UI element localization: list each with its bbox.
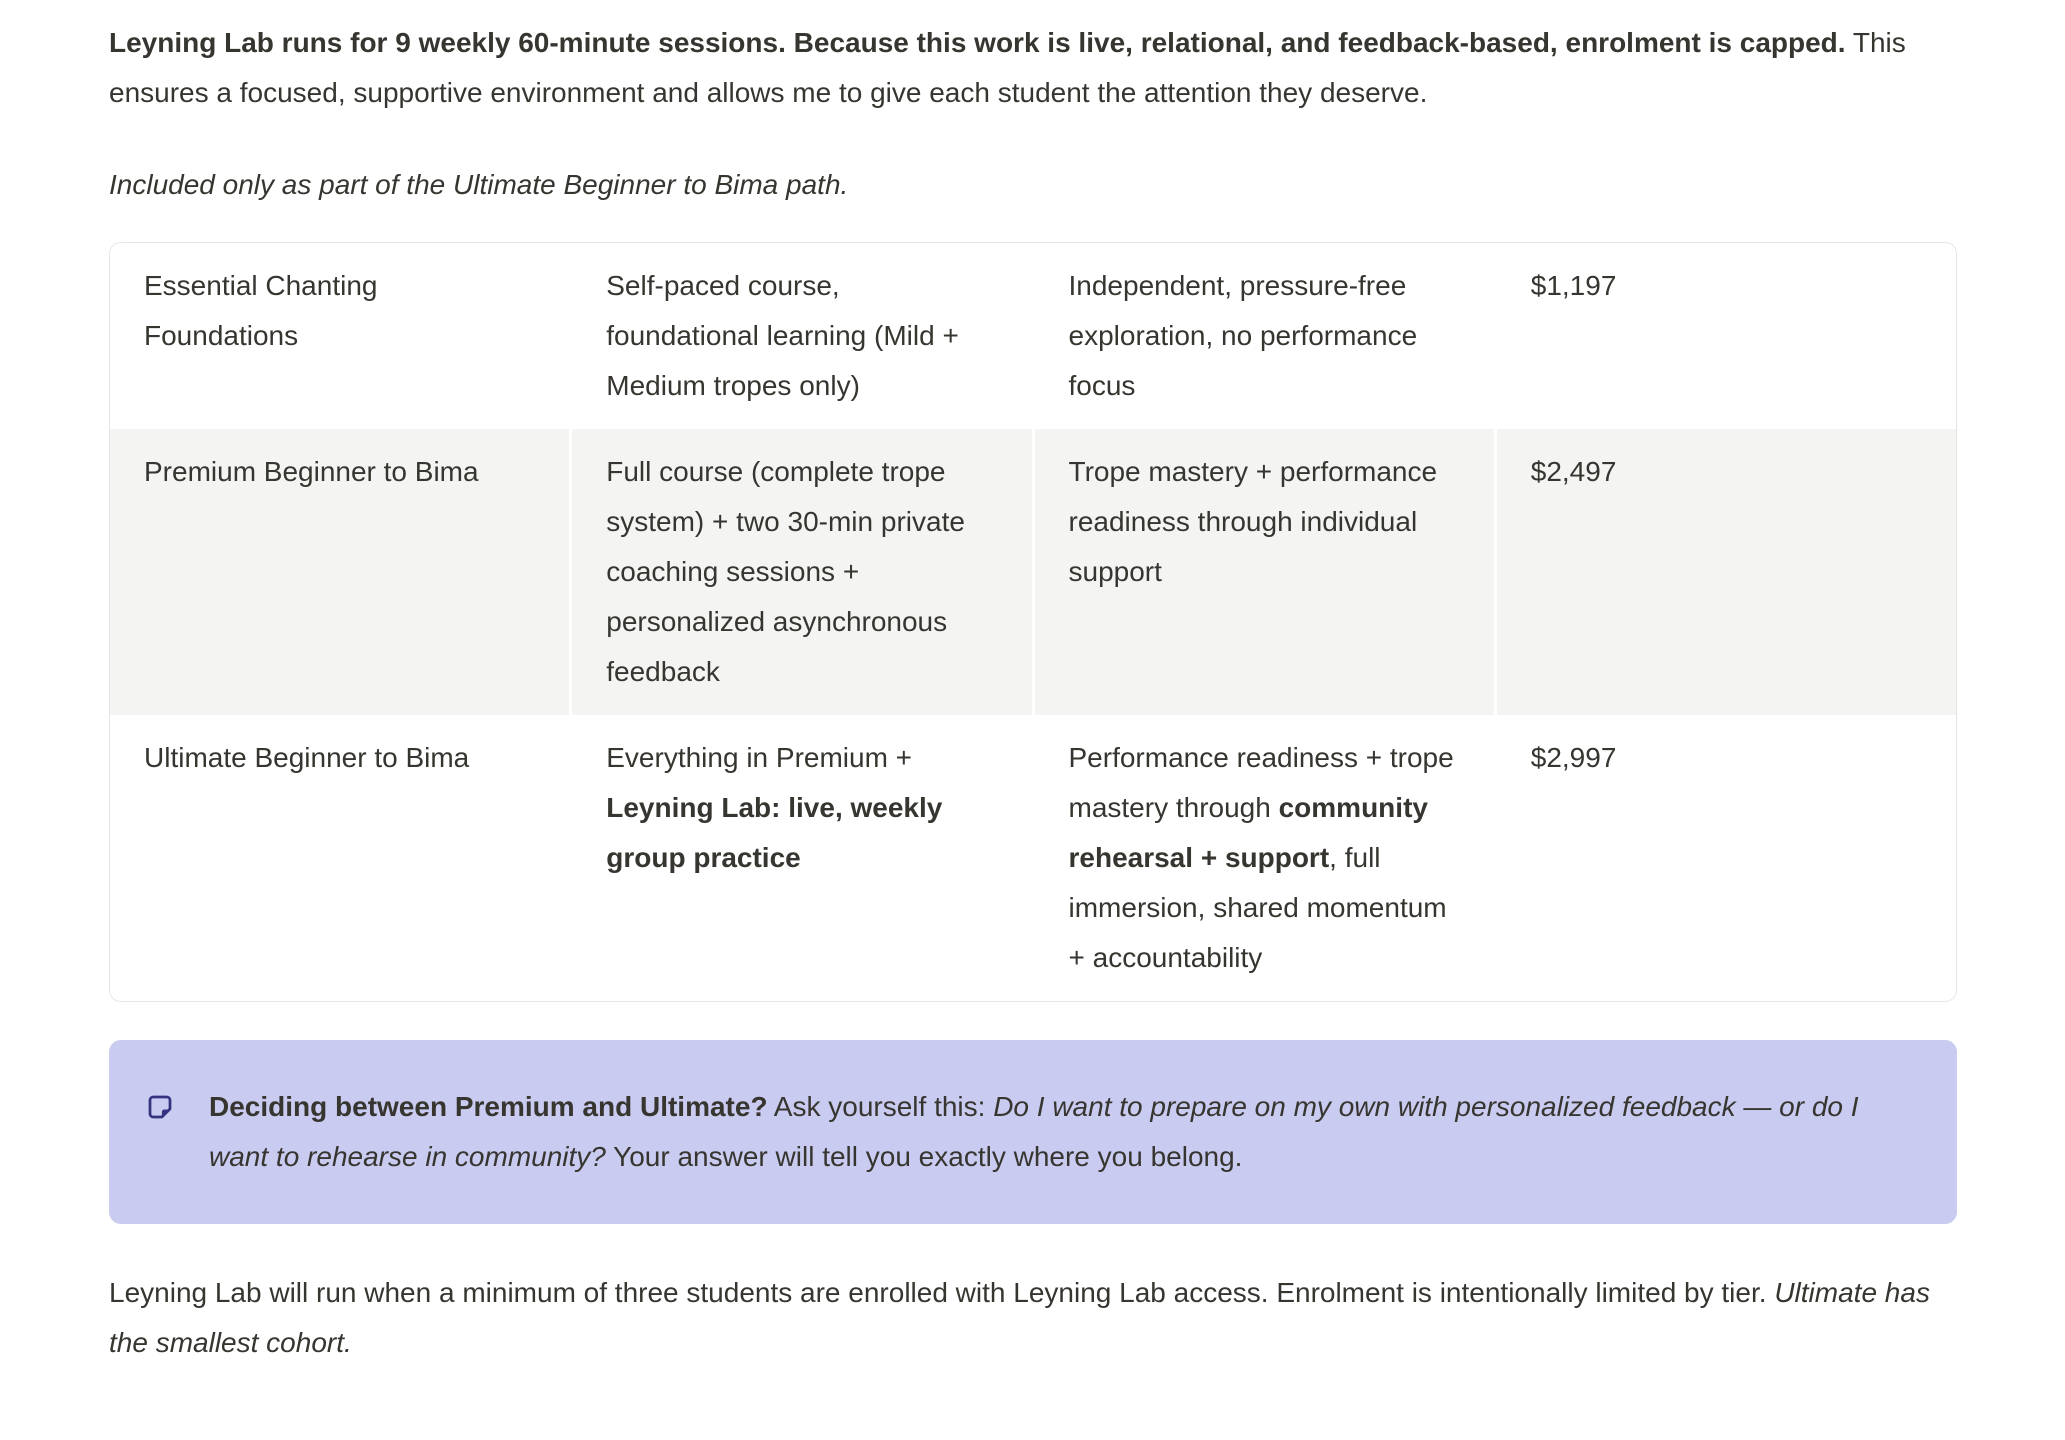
closing-paragraph: Leyning Lab will run when a minimum of three students are enrolled with Leyning Lab access. Enrolment is intentionally limited by tier. Ultimate has the smallest cohort.	[109, 1277, 1930, 1358]
cell-focus: Performance readiness + trope mastery through community rehearsal + support, full immersion, shared momentum + accountability	[1035, 715, 1494, 1001]
intro-paragraph: Leyning Lab runs for 9 weekly 60-minute sessions. Because this work is live, relational, and feedback-based, enrolment is capped. This ensures a focused, supportive environment and allows me to give each student the attention they deserve.	[109, 27, 1906, 108]
availability-note	[109, 160, 1957, 210]
cell-format: Everything in Premium + Leyning Lab: live, weekly group practice	[572, 715, 1031, 1001]
cell-format: Full course (complete trope system) + two 30-min private coaching sessions + personalized asynchronous feedback	[572, 429, 1031, 715]
table-row-essential	[110, 243, 1956, 429]
cell-focus: Independent, pressure-free exploration, no performance focus	[1035, 243, 1494, 429]
callout	[109, 1040, 1957, 1224]
cell-tier-name: Premium Beginner to Bima	[110, 429, 569, 715]
sticky-note-icon	[145, 1092, 175, 1122]
cell-price: $2,497	[1497, 429, 1956, 715]
cell-price: $1,197	[1497, 243, 1956, 429]
table-row-premium	[110, 429, 1956, 715]
cell-price: $2,997	[1497, 715, 1956, 1001]
cell-tier-name: Essential Chanting Foundations	[110, 243, 569, 429]
table-row-ultimate	[110, 715, 1956, 1001]
cell-focus: Trope mastery + performance readiness through individual support	[1035, 429, 1494, 715]
pricing-table	[109, 242, 1957, 1002]
callout-text: Deciding between Premium and Ultimate? Ask yourself this: Do I want to prepare on my own with personalized feedback — or do I want to rehearse in community? Your answer will tell you exactly where you belong.	[209, 1091, 1859, 1172]
cell-tier-name: Ultimate Beginner to Bima	[110, 715, 569, 1001]
cell-format: Self-paced course, foundational learning (Mild + Medium tropes only)	[572, 243, 1031, 429]
availability-note-text: Included only as part of the Ultimate Beginner to Bima path.	[109, 169, 849, 200]
